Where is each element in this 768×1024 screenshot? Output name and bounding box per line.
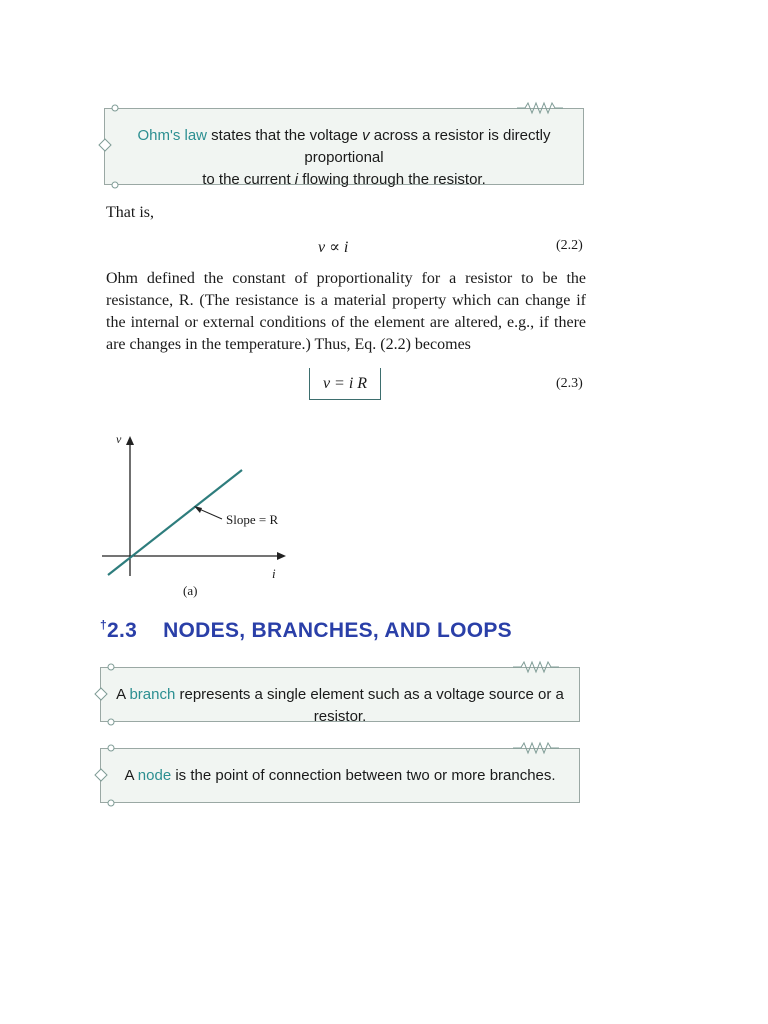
y-axis-arrow-icon (126, 436, 134, 445)
branch-callout (100, 667, 580, 725)
node-term: node (137, 767, 172, 784)
equation-2-2: v ∝ i (318, 239, 349, 256)
ohms-law-text-1: states that the voltage (207, 127, 363, 144)
y-axis-label: v (116, 432, 122, 446)
node-text: is the point of connection between two or more branches. (171, 767, 556, 784)
section-marker: † (100, 618, 107, 632)
slope-pointer-arrow-icon (194, 506, 202, 513)
section-number: 2.3 (106, 619, 138, 642)
equation-2-3: v = i R (309, 368, 381, 400)
slope-label: Slope = R (226, 512, 279, 527)
equation-2-3-number: (2.3) (556, 376, 583, 391)
slope-line (108, 470, 242, 575)
ohms-law-text-2: across a resistor is directly proportional (304, 127, 551, 166)
section-title: NODES, BRANCHES, AND LOOPS (163, 619, 512, 642)
ohms-law-text-3: to the current (202, 171, 295, 188)
branch-text: represents a single element such as a voltage source or a resistor. (175, 686, 564, 725)
section-heading (100, 618, 512, 643)
resistance-paragraph: Ohm defined the constant of proportionality for a resistor to be the resistance, R. (The resistance is a material property which can change if the internal or external conditions of the element are altered, e.g., if there are changes in the temperature.) Thus, Eq. (2.2) becomes (106, 270, 586, 353)
var-v: v (362, 127, 370, 144)
branch-term: branch (129, 686, 176, 703)
ohms-law-callout (104, 108, 584, 188)
figure-caption: (a) (183, 583, 198, 598)
ohms-law-text-4: flowing through the resistor. (298, 171, 486, 188)
x-axis-arrow-icon (277, 552, 286, 560)
x-axis-label: i (272, 566, 276, 581)
node-callout (100, 748, 580, 803)
branch-prefix: A (116, 686, 130, 703)
equation-2-2-number: (2.2) (556, 238, 583, 253)
ohms-law-term: Ohm's law (137, 127, 208, 144)
var-i: i (294, 171, 299, 188)
node-prefix: A (124, 767, 138, 784)
that-is-text: That is, (106, 204, 154, 221)
